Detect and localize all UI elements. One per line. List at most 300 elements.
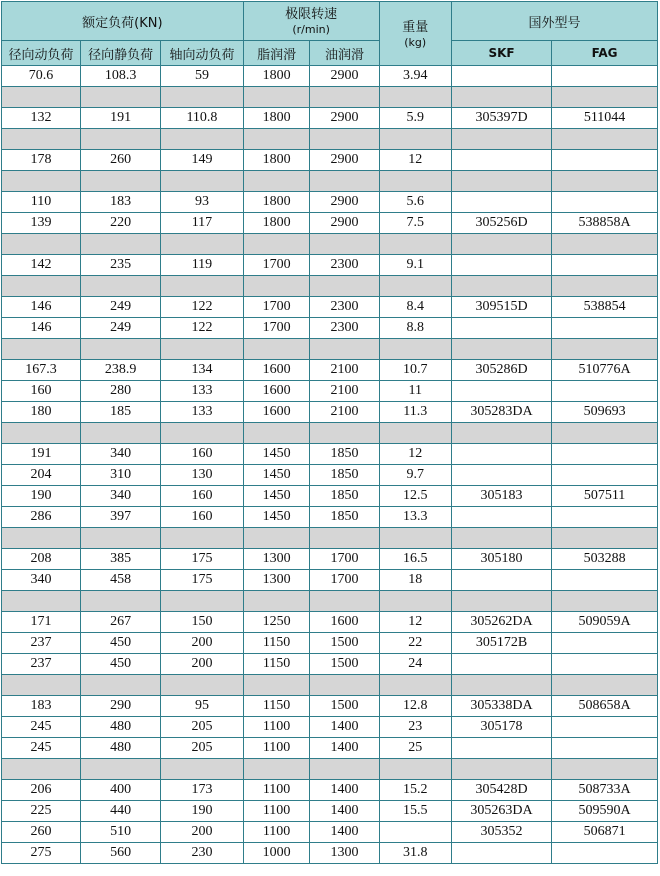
skf-model-cell xyxy=(451,150,551,171)
weight-cell: 31.8 xyxy=(379,843,451,864)
radial-dynamic-cell: 237 xyxy=(2,654,81,675)
separator-cell xyxy=(243,276,310,297)
grease-speed-cell: 1000 xyxy=(243,843,310,864)
skf-model-cell: 309515D xyxy=(451,297,551,318)
axial-dynamic-cell: 175 xyxy=(161,570,243,591)
separator-cell xyxy=(243,129,310,150)
weight-cell: 7.5 xyxy=(379,213,451,234)
skf-model-cell xyxy=(451,843,551,864)
separator-cell xyxy=(451,591,551,612)
separator-cell xyxy=(552,423,658,444)
weight-cell: 5.6 xyxy=(379,192,451,213)
oil-speed-cell: 1600 xyxy=(310,612,379,633)
radial-dynamic-cell: 70.6 xyxy=(2,66,81,87)
separator-cell xyxy=(552,759,658,780)
axial-dynamic-cell: 133 xyxy=(161,381,243,402)
grease-speed-cell: 1800 xyxy=(243,213,310,234)
oil-speed-cell: 2300 xyxy=(310,318,379,339)
fag-model-cell xyxy=(552,654,658,675)
fag-model-cell: 509059A xyxy=(552,612,658,633)
oil-speed-cell: 1850 xyxy=(310,507,379,528)
separator-cell xyxy=(243,87,310,108)
separator-cell xyxy=(379,171,451,192)
group-separator-row xyxy=(2,423,658,444)
axial-dynamic-cell: 93 xyxy=(161,192,243,213)
table-row xyxy=(2,108,658,129)
skf-model-cell xyxy=(451,465,551,486)
axial-dynamic-cell: 130 xyxy=(161,465,243,486)
table-row xyxy=(2,486,658,507)
separator-cell xyxy=(379,759,451,780)
table-row xyxy=(2,318,658,339)
weight-cell: 12.8 xyxy=(379,696,451,717)
grease-speed-cell: 1800 xyxy=(243,108,310,129)
separator-cell xyxy=(379,675,451,696)
speed-unit-label: (r/min) xyxy=(292,23,330,36)
separator-cell xyxy=(81,87,161,108)
axial-dynamic-cell: 190 xyxy=(161,801,243,822)
fag-model-cell xyxy=(552,66,658,87)
table-header xyxy=(2,2,658,66)
oil-speed-cell: 1400 xyxy=(310,801,379,822)
oil-speed-cell: 1850 xyxy=(310,465,379,486)
separator-cell xyxy=(552,276,658,297)
radial-static-cell: 510 xyxy=(81,822,161,843)
axial-dynamic-cell: 122 xyxy=(161,318,243,339)
oil-speed-cell: 1400 xyxy=(310,780,379,801)
grease-speed-cell: 1100 xyxy=(243,738,310,759)
weight-cell: 12 xyxy=(379,444,451,465)
axial-dynamic-cell: 173 xyxy=(161,780,243,801)
separator-cell xyxy=(161,675,243,696)
separator-cell xyxy=(379,591,451,612)
separator-cell xyxy=(552,234,658,255)
separator-cell xyxy=(161,423,243,444)
grease-speed-cell: 1600 xyxy=(243,381,310,402)
radial-static-cell: 310 xyxy=(81,465,161,486)
table-row xyxy=(2,654,658,675)
oil-speed-cell: 2300 xyxy=(310,255,379,276)
radial-dynamic-cell: 275 xyxy=(2,843,81,864)
weight-cell: 10.7 xyxy=(379,360,451,381)
separator-cell xyxy=(2,129,81,150)
axial-dynamic-cell: 205 xyxy=(161,738,243,759)
grease-speed-cell: 1450 xyxy=(243,507,310,528)
skf-model-cell: 305178 xyxy=(451,717,551,738)
radial-static-cell: 480 xyxy=(81,717,161,738)
weight-cell: 12.5 xyxy=(379,486,451,507)
table-row xyxy=(2,696,658,717)
skf-model-cell: 305286D xyxy=(451,360,551,381)
separator-cell xyxy=(81,339,161,360)
skf-model-cell: 305180 xyxy=(451,549,551,570)
table-row xyxy=(2,738,658,759)
radial-static-cell: 340 xyxy=(81,444,161,465)
fag-model-cell xyxy=(552,738,658,759)
speed-limit-header xyxy=(243,2,379,41)
table-row xyxy=(2,570,658,591)
oil-speed-cell: 2900 xyxy=(310,192,379,213)
fag-model-cell xyxy=(552,465,658,486)
foreign-models-header: 国外型号 xyxy=(451,2,657,41)
grease-speed-cell: 1300 xyxy=(243,570,310,591)
separator-cell xyxy=(451,129,551,150)
separator-cell xyxy=(161,528,243,549)
weight-cell: 9.1 xyxy=(379,255,451,276)
radial-static-cell: 458 xyxy=(81,570,161,591)
radial-static-cell: 340 xyxy=(81,486,161,507)
separator-cell xyxy=(243,423,310,444)
radial-dynamic-cell: 245 xyxy=(2,738,81,759)
axial-dynamic-cell: 175 xyxy=(161,549,243,570)
separator-cell xyxy=(161,591,243,612)
table-row xyxy=(2,549,658,570)
separator-cell xyxy=(243,234,310,255)
grease-speed-cell: 1100 xyxy=(243,717,310,738)
skf-model-cell xyxy=(451,192,551,213)
skf-model-cell: 305263DA xyxy=(451,801,551,822)
fag-model-cell: 510776A xyxy=(552,360,658,381)
radial-dynamic-cell: 183 xyxy=(2,696,81,717)
radial-static-cell: 560 xyxy=(81,843,161,864)
axial-dynamic-cell: 133 xyxy=(161,402,243,423)
separator-cell xyxy=(379,423,451,444)
radial-static-cell: 280 xyxy=(81,381,161,402)
radial-dynamic-cell: 160 xyxy=(2,381,81,402)
separator-cell xyxy=(81,675,161,696)
axial-dynamic-cell: 119 xyxy=(161,255,243,276)
separator-cell xyxy=(2,276,81,297)
oil-header: 油润滑 xyxy=(310,41,379,66)
fag-model-cell: 511044 xyxy=(552,108,658,129)
separator-cell xyxy=(2,591,81,612)
oil-speed-cell: 1850 xyxy=(310,486,379,507)
skf-model-cell xyxy=(451,654,551,675)
weight-cell: 15.2 xyxy=(379,780,451,801)
table-row xyxy=(2,297,658,318)
fag-model-cell xyxy=(552,381,658,402)
separator-cell xyxy=(379,276,451,297)
table-row xyxy=(2,66,658,87)
axial-dynamic-cell: 200 xyxy=(161,633,243,654)
axial-dynamic-cell: 134 xyxy=(161,360,243,381)
radial-dynamic-cell: 286 xyxy=(2,507,81,528)
separator-cell xyxy=(2,87,81,108)
weight-cell: 13.3 xyxy=(379,507,451,528)
radial-dynamic-cell: 190 xyxy=(2,486,81,507)
axial-dynamic-cell: 95 xyxy=(161,696,243,717)
grease-speed-cell: 1100 xyxy=(243,780,310,801)
separator-cell xyxy=(2,339,81,360)
grease-speed-cell: 1800 xyxy=(243,192,310,213)
oil-speed-cell: 1700 xyxy=(310,549,379,570)
radial-dynamic-cell: 180 xyxy=(2,402,81,423)
separator-cell xyxy=(310,339,379,360)
radial-static-cell: 480 xyxy=(81,738,161,759)
radial-static-cell: 238.9 xyxy=(81,360,161,381)
oil-speed-cell: 1500 xyxy=(310,654,379,675)
separator-cell xyxy=(81,276,161,297)
weight-cell: 12 xyxy=(379,612,451,633)
separator-cell xyxy=(81,591,161,612)
fag-model-cell xyxy=(552,570,658,591)
grease-speed-cell: 1450 xyxy=(243,486,310,507)
oil-speed-cell: 1300 xyxy=(310,843,379,864)
table-row xyxy=(2,465,658,486)
group-separator-row xyxy=(2,87,658,108)
table-row xyxy=(2,780,658,801)
weight-cell: 23 xyxy=(379,717,451,738)
separator-cell xyxy=(451,675,551,696)
separator-cell xyxy=(81,759,161,780)
skf-model-cell xyxy=(451,381,551,402)
skf-model-cell: 305428D xyxy=(451,780,551,801)
separator-cell xyxy=(310,234,379,255)
axial-dynamic-cell: 205 xyxy=(161,717,243,738)
separator-cell xyxy=(81,234,161,255)
table-row xyxy=(2,402,658,423)
separator-cell xyxy=(2,234,81,255)
separator-cell xyxy=(2,675,81,696)
radial-dynamic-cell: 142 xyxy=(2,255,81,276)
oil-speed-cell: 2100 xyxy=(310,381,379,402)
fag-model-cell xyxy=(552,150,658,171)
weight-cell: 16.5 xyxy=(379,549,451,570)
fag-model-cell: 538858A xyxy=(552,213,658,234)
grease-speed-cell: 1150 xyxy=(243,633,310,654)
grease-speed-cell: 1250 xyxy=(243,612,310,633)
table-row xyxy=(2,843,658,864)
weight-cell: 12 xyxy=(379,150,451,171)
radial-dynamic-cell: 146 xyxy=(2,297,81,318)
group-separator-row xyxy=(2,234,658,255)
weight-cell: 3.94 xyxy=(379,66,451,87)
group-separator-row xyxy=(2,276,658,297)
separator-cell xyxy=(310,675,379,696)
fag-model-cell: 509590A xyxy=(552,801,658,822)
weight-cell: 24 xyxy=(379,654,451,675)
radial-static-cell: 220 xyxy=(81,213,161,234)
group-separator-row xyxy=(2,528,658,549)
radial-dynamic-cell: 245 xyxy=(2,717,81,738)
separator-cell xyxy=(552,591,658,612)
oil-speed-cell: 2900 xyxy=(310,150,379,171)
fag-model-cell: 509693 xyxy=(552,402,658,423)
separator-cell xyxy=(243,675,310,696)
separator-cell xyxy=(552,528,658,549)
separator-cell xyxy=(81,171,161,192)
separator-cell xyxy=(81,129,161,150)
radial-static-cell: 191 xyxy=(81,108,161,129)
axial-dynamic-cell: 150 xyxy=(161,612,243,633)
group-separator-row xyxy=(2,171,658,192)
weight-cell: 11 xyxy=(379,381,451,402)
separator-cell xyxy=(81,423,161,444)
separator-cell xyxy=(451,423,551,444)
radial-dynamic-cell: 178 xyxy=(2,150,81,171)
fag-model-cell: 507511 xyxy=(552,486,658,507)
grease-speed-cell: 1600 xyxy=(243,402,310,423)
separator-cell xyxy=(451,339,551,360)
axial-dynamic-cell: 160 xyxy=(161,486,243,507)
group-separator-row xyxy=(2,675,658,696)
oil-speed-cell: 2300 xyxy=(310,297,379,318)
axial-dynamic-cell: 117 xyxy=(161,213,243,234)
radial-dynamic-cell: 132 xyxy=(2,108,81,129)
fag-model-cell: 508658A xyxy=(552,696,658,717)
weight-cell: 22 xyxy=(379,633,451,654)
separator-cell xyxy=(379,339,451,360)
radial-static-cell: 400 xyxy=(81,780,161,801)
radial-static-cell: 397 xyxy=(81,507,161,528)
separator-cell xyxy=(451,234,551,255)
weight-cell: 11.3 xyxy=(379,402,451,423)
radial-dynamic-cell: 225 xyxy=(2,801,81,822)
fag-model-cell xyxy=(552,255,658,276)
separator-cell xyxy=(243,591,310,612)
fag-model-cell xyxy=(552,717,658,738)
oil-speed-cell: 1400 xyxy=(310,822,379,843)
separator-cell xyxy=(2,423,81,444)
rated-load-header: 额定负荷(KN) xyxy=(2,2,244,41)
fag-header: FAG xyxy=(552,41,658,66)
oil-speed-cell: 1500 xyxy=(310,696,379,717)
radial-dynamic-cell: 237 xyxy=(2,633,81,654)
separator-cell xyxy=(379,87,451,108)
radial-static-cell: 108.3 xyxy=(81,66,161,87)
separator-cell xyxy=(243,759,310,780)
separator-cell xyxy=(2,759,81,780)
oil-speed-cell: 1850 xyxy=(310,444,379,465)
radial-dynamic-cell: 260 xyxy=(2,822,81,843)
weight-label: 重量 xyxy=(402,19,429,35)
separator-cell xyxy=(161,276,243,297)
grease-speed-cell: 1700 xyxy=(243,255,310,276)
table-row xyxy=(2,360,658,381)
grease-speed-cell: 1800 xyxy=(243,150,310,171)
fag-model-cell: 538854 xyxy=(552,297,658,318)
group-separator-row xyxy=(2,591,658,612)
oil-speed-cell: 2900 xyxy=(310,66,379,87)
fag-model-cell: 503288 xyxy=(552,549,658,570)
separator-cell xyxy=(379,234,451,255)
table-row xyxy=(2,507,658,528)
separator-cell xyxy=(243,171,310,192)
weight-cell: 9.7 xyxy=(379,465,451,486)
group-separator-row xyxy=(2,759,658,780)
skf-model-cell: 305172B xyxy=(451,633,551,654)
skf-model-cell: 305338DA xyxy=(451,696,551,717)
separator-cell xyxy=(2,528,81,549)
table-body xyxy=(2,66,658,864)
oil-speed-cell: 1700 xyxy=(310,570,379,591)
weight-unit-label: (kg) xyxy=(404,35,427,49)
fag-model-cell xyxy=(552,507,658,528)
oil-speed-cell: 2900 xyxy=(310,108,379,129)
fag-model-cell: 508733A xyxy=(552,780,658,801)
skf-model-cell xyxy=(451,66,551,87)
table-row xyxy=(2,213,658,234)
skf-model-cell xyxy=(451,738,551,759)
separator-cell xyxy=(552,675,658,696)
skf-model-cell xyxy=(451,444,551,465)
radial-dynamic-cell: 110 xyxy=(2,192,81,213)
separator-cell xyxy=(310,423,379,444)
oil-speed-cell: 2100 xyxy=(310,402,379,423)
fag-model-cell xyxy=(552,318,658,339)
separator-cell xyxy=(243,339,310,360)
radial-static-cell: 185 xyxy=(81,402,161,423)
separator-cell xyxy=(161,87,243,108)
grease-speed-cell: 1100 xyxy=(243,822,310,843)
weight-header xyxy=(379,2,451,66)
axial-dynamic-cell: 230 xyxy=(161,843,243,864)
grease-header: 脂润滑 xyxy=(243,41,310,66)
table-row xyxy=(2,192,658,213)
bearing-spec-table xyxy=(1,1,658,864)
oil-speed-cell: 2100 xyxy=(310,360,379,381)
skf-model-cell xyxy=(451,570,551,591)
skf-model-cell: 305256D xyxy=(451,213,551,234)
oil-speed-cell: 2900 xyxy=(310,213,379,234)
separator-cell xyxy=(379,528,451,549)
separator-cell xyxy=(243,528,310,549)
table-row xyxy=(2,822,658,843)
separator-cell xyxy=(161,129,243,150)
fag-model-cell: 506871 xyxy=(552,822,658,843)
radial-static-cell: 385 xyxy=(81,549,161,570)
weight-cell: 18 xyxy=(379,570,451,591)
separator-cell xyxy=(2,171,81,192)
separator-cell xyxy=(161,759,243,780)
radial-static-cell: 267 xyxy=(81,612,161,633)
axial-dynamic-cell: 160 xyxy=(161,507,243,528)
grease-speed-cell: 1600 xyxy=(243,360,310,381)
radial-static-cell: 249 xyxy=(81,297,161,318)
axial-dynamic-cell: 59 xyxy=(161,66,243,87)
separator-cell xyxy=(161,339,243,360)
separator-cell xyxy=(310,171,379,192)
separator-cell xyxy=(451,87,551,108)
group-separator-row xyxy=(2,339,658,360)
separator-cell xyxy=(451,759,551,780)
radial-static-cell: 450 xyxy=(81,633,161,654)
separator-cell xyxy=(161,234,243,255)
skf-model-cell xyxy=(451,255,551,276)
separator-cell xyxy=(161,171,243,192)
weight-cell xyxy=(379,822,451,843)
radial-dynamic-cell: 208 xyxy=(2,549,81,570)
oil-speed-cell: 1400 xyxy=(310,717,379,738)
separator-cell xyxy=(81,528,161,549)
radial-dynamic-cell: 139 xyxy=(2,213,81,234)
weight-cell: 8.4 xyxy=(379,297,451,318)
separator-cell xyxy=(310,759,379,780)
radial-dynamic-cell: 340 xyxy=(2,570,81,591)
separator-cell xyxy=(451,528,551,549)
weight-cell: 15.5 xyxy=(379,801,451,822)
separator-cell xyxy=(552,87,658,108)
skf-model-cell: 305397D xyxy=(451,108,551,129)
radial-static-header: 径向静负荷 xyxy=(81,41,161,66)
radial-static-cell: 260 xyxy=(81,150,161,171)
axial-dynamic-header: 轴向动负荷 xyxy=(161,41,243,66)
axial-dynamic-cell: 110.8 xyxy=(161,108,243,129)
table-row xyxy=(2,150,658,171)
weight-cell: 5.9 xyxy=(379,108,451,129)
radial-dynamic-cell: 191 xyxy=(2,444,81,465)
grease-speed-cell: 1450 xyxy=(243,444,310,465)
